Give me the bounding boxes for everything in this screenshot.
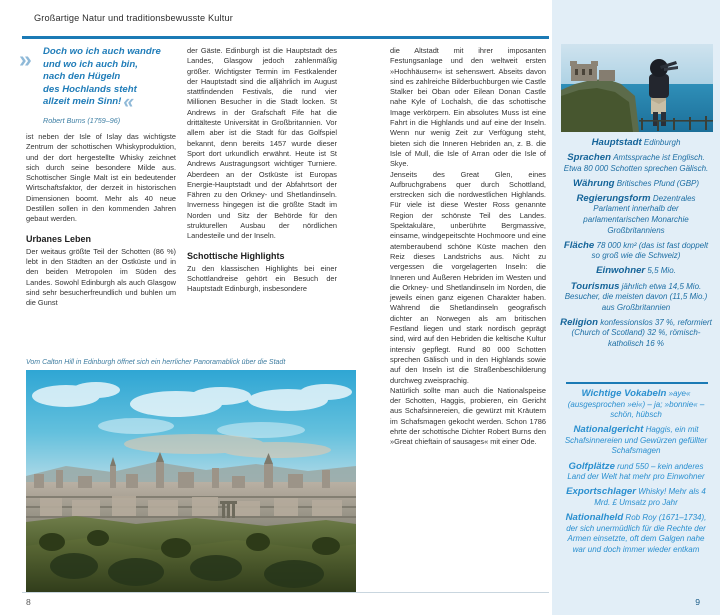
- fact-item: [560, 194, 712, 236]
- fact-value: Whisky! Mehr als 4 Mrd. £ Umsatz pro Jahr: [594, 487, 706, 507]
- body-paragraph: Jenseits des Great Glen, eines Aufbruchgrabens quer durch Schottland, erstrecken sich die nordwestlichen Highlands. Für viele ist diese Wester Ross genannte Region der schönste Teil des Landes. Spektakuläre, unberührte Bergmassive, einsame, windgepeitschte Hochmoore und eine atemberaubend schöne Küste machen den Reiz dieses Landstrichs aus. Nicht zu vergessen die vorgelagerten Inseln: die Inneren und Äußeren Hebriden im Westen und die Orkney- und Shetlandinseln im Norden, die jeweils einen ganz eigenen Charakter haben. Während die Shetlandinseln geografisch dichter an Norwegen als am britischen Festland liegen und stark nordisch geprägt sind, wird auf den Hebriden die keltische Kultur intensiv gepflegt. Rund 80 000 Schotten sprechen Gälisch und in den Highlands sowie auf den Inseln ist die Straßenbeschilderung durchweg zweisprachig.: [390, 169, 546, 385]
- pull-quote-source: Robert Burns (1759–96): [43, 115, 121, 125]
- fact-value: 5,5 Mio.: [647, 266, 676, 276]
- body-paragraph: Der weitaus größte Teil der Schotten (86 %) lebt in den Städten an der Ostküste und in den beiden Metropolen im Süden des Landes. Sowohl Edinburgh als auch Glasgow sind sehr besucherfreundlich und buhlen um die Gunst: [26, 246, 176, 308]
- sidebar-divider: [566, 382, 708, 384]
- fact-value: konfessionslos 37 %, reformiert (Church of Scotland) 32 %, römisch-katholisch 16 %: [571, 317, 712, 348]
- body-paragraph: der Gäste. Edinburgh ist die Hauptstadt des Landes, Glasgow jedoch zahlenmäßig größer. Wichtigster Termin im Festkalender der Hauptstadt sind die alljährlich im August stattfindenden Festivals, die rund vier Millionen Besucher in die Stadt locken. St Andrews in der Grafschaft Fife hat die drittälteste Universität in Großbritannien. Vor allem aber ist die Stadt für das Golfspiel bekannt, denn bereits 1457 wurde dieser Sport dort urkundlich erwähnt. Heute ist St Andrews Austragungsort wichtiger Turniere. Aberdeen an der Ostküste ist Europas Energie-Hauptstadt und der Abfahrtsort der Fähren zu den Orkney- und Shetlandinseln. Inverness hingegen ist die größte Stadt im Norden und Sitz der Behörde für den strukturellen Ausbau der nördlichen Landesteile und der Inseln.: [187, 46, 337, 241]
- figure-calton-hill: [26, 358, 356, 592]
- page-number-left: 8: [26, 597, 31, 607]
- text-column-3: [390, 46, 546, 448]
- subheading-schottische-highlights: Schottische Highlights: [187, 250, 285, 261]
- fact-term: Fläche: [563, 239, 595, 251]
- fact-value: Edinburgh: [643, 138, 681, 147]
- footer-rule: [22, 592, 549, 593]
- subheading-urbanes-leben: Urbanes Leben: [26, 233, 92, 244]
- body-paragraph: die Altstadt mit ihrer imposanten Festungsanlage und den weltweit ersten »Hochhäusern« ist sehenswert. Abseits davon sind es zahlreiche Bilderbuchburgen wie Castle Stalker bei Oban oder Eilean Donan Castle nahe Kyle of Lochalsh, die das schottische Image verkörpern. Ein absolutes Muss ist eine Fahrt in die Highlands und auf eine der Inseln. Wenn nur wenig Zeit zur Verfügung steht, bieten sich die Inneren Hebriden an, z. B. die Isle of Mull, die Isle of Arran oder die Isle of Skye.: [390, 46, 546, 169]
- quote-line: nach den Hügeln: [43, 71, 121, 83]
- fact-value: rund 550 – kein anderes Land der Welt hat mehr pro Einwohner: [567, 461, 705, 482]
- fact-item: [560, 389, 712, 421]
- fact-term: Exportschlager: [566, 486, 637, 498]
- fact-term: Sprachen: [567, 152, 611, 164]
- fact-value: Amtssprache ist Englisch. Etwa 80 000 Schotten sprechen Gälisch.: [563, 153, 709, 173]
- fact-value: Rob Roy (1671–1734), der sich unermüdlich für die Rechte der Armen einsetzte, oft dem Galgen nahe war und doch immer wieder entkam: [566, 512, 707, 554]
- fact-term: Nationalgericht: [573, 424, 644, 436]
- fact-item: [560, 179, 712, 190]
- fact-value: »aye« (ausgesprochen »ei«) – ja; »bonnie« – schön, hübsch: [567, 389, 705, 420]
- running-head-left: Großartige Natur und traditionsbewusste Kultur: [34, 13, 233, 23]
- fact-term: Religion: [560, 316, 598, 328]
- page-number-right: 9: [695, 597, 700, 607]
- fact-item: [560, 425, 712, 457]
- fact-value: 78 000 km² (das ist fast doppelt so groß wie die Schweiz): [591, 240, 709, 261]
- pull-quote: [19, 46, 176, 132]
- body-paragraph: Natürlich sollte man auch die Nationalspeise der Schotten, Haggis, probieren, ein Gericht aus Schafsinnereien, die gewürzt mit Kräutern im Schafsmagen gekocht werden. Schon 1786 ehrte der schottische Dichter Robert Burns den »Great chieftain of sausages« mit einer Ode.: [390, 385, 546, 447]
- fact-value: Dezentrales Parlament innerhalb der parlamentarischen Monarchie Großbritanniens: [583, 193, 696, 235]
- fact-value: Haggis, ein mit Schafsinnereien und Gewürzen gefüllter Schafsmagen: [564, 425, 708, 456]
- fact-item: [560, 282, 712, 314]
- fact-term: Golfplätze: [568, 460, 615, 472]
- header-rule: [22, 36, 549, 39]
- quote-open-icon: »: [19, 46, 29, 72]
- quote-line: allzeit mein Sinn!: [43, 96, 122, 108]
- figure-image: [26, 370, 356, 592]
- fact-item: [560, 462, 712, 483]
- fact-term: Nationalheld: [565, 511, 624, 523]
- sidebar-facts-list-secondary: [560, 389, 712, 560]
- text-column-1: [19, 46, 176, 308]
- quote-close-icon: «: [123, 92, 131, 114]
- fact-item: [560, 241, 712, 262]
- fact-term: Wichtige Vokabeln: [581, 388, 667, 399]
- body-paragraph: Zu den klassischen Highlights bei einer Schottlandreise gehört ein Besuch der Hauptstadt Edinburgh, insbesondere: [187, 263, 337, 294]
- quote-line: und wo ich auch bin,: [43, 58, 138, 70]
- fact-term: Hauptstadt: [591, 137, 642, 148]
- fact-value: jährlich etwa 14,5 Mio. Besucher, die meisten davon (11,5 Mio.) aus Großbritannien: [564, 281, 708, 312]
- fact-item: [560, 138, 712, 149]
- fact-item: [560, 266, 712, 277]
- pull-quote-text: [26, 46, 176, 114]
- sidebar-panel: [552, 0, 720, 615]
- text-column-2: [187, 46, 337, 295]
- sidebar-photo-bagpiper-castle: [561, 44, 713, 132]
- fact-value: Britisches Pfund (GBP): [616, 178, 700, 188]
- body-paragraph: ist neben der Isle of Islay das wichtigste Zentrum der schottischen Whiskyproduktion, und der dort hergestellte Whisky zeichnet sich durch seine besondere Milde aus. Schottischer Single Malt ist ein bedeutender Wirtschaftsfaktor, der derzeit in historischen Dimensionen boomt. Mehr als 40 neue Destillen sollen in den kommenden Jahren gebaut werden.: [26, 132, 176, 224]
- figure-caption: Vom Calton Hill in Edinburgh öffnet sich ein herrlicher Panoramablick über die Stadt: [26, 359, 286, 366]
- fact-item: [560, 513, 712, 555]
- fact-term: Regierungsform: [576, 192, 651, 204]
- fact-item: [560, 487, 712, 508]
- fact-term: Tourismus: [570, 280, 620, 292]
- fact-item: [560, 153, 712, 174]
- sidebar-facts-list: [560, 138, 712, 354]
- quote-line: Doch wo ich auch wandre: [43, 46, 161, 57]
- fact-term: Währung: [572, 177, 615, 189]
- fact-term: Einwohner: [596, 265, 646, 277]
- fact-item: [560, 318, 712, 350]
- quote-line: des Hochlands steht: [43, 83, 137, 95]
